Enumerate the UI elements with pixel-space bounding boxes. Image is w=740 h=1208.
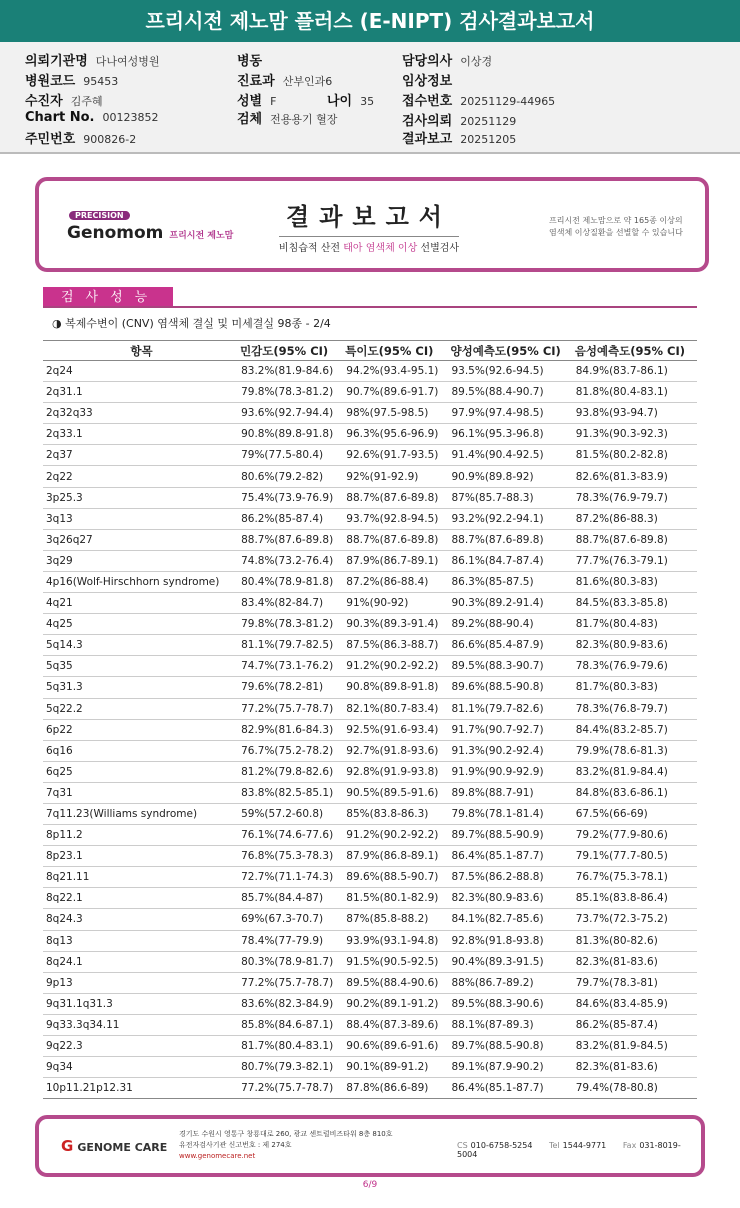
- report-banner: [35, 177, 709, 272]
- table-row: [43, 361, 697, 382]
- field-code: 병원코드 95453: [25, 74, 119, 89]
- table-row: [43, 529, 697, 550]
- table-row: [43, 825, 697, 846]
- region-cell: 6q16: [43, 740, 238, 761]
- metric-cell: 84.5%(83.3-85.8): [573, 593, 697, 614]
- metric-cell: 79%(77.5-80.4): [238, 445, 343, 466]
- region-cell: 9q22.3: [43, 1036, 238, 1057]
- metric-cell: 90.8%(89.8-91.8): [238, 424, 343, 445]
- metric-cell: 87.8%(86.6-89): [343, 1078, 448, 1099]
- region-cell: 10p11.21p12.31: [43, 1078, 238, 1099]
- table-row: [43, 719, 697, 740]
- metric-cell: 91.3%(90.2-92.4): [448, 740, 572, 761]
- metric-cell: 77.2%(75.7-78.7): [238, 698, 343, 719]
- metric-cell: 79.2%(77.9-80.6): [573, 825, 697, 846]
- table-row: [43, 1036, 697, 1057]
- metric-cell: 91.2%(90.2-92.2): [343, 825, 448, 846]
- metric-cell: 90.2%(89.1-91.2): [343, 993, 448, 1014]
- metric-cell: 79.1%(77.7-80.5): [573, 846, 697, 867]
- metric-cell: 84.8%(83.6-86.1): [573, 782, 697, 803]
- metric-cell: 88.7%(87.6-89.8): [448, 529, 572, 550]
- table-row: [43, 740, 697, 761]
- metric-cell: 93.9%(93.1-94.8): [343, 930, 448, 951]
- column-header: 양성예측도(95% CI): [448, 341, 572, 361]
- metric-cell: 67.5%(66-69): [573, 803, 697, 824]
- metric-cell: 91%(90-92): [343, 593, 448, 614]
- metric-cell: 81.5%(80.1-82.9): [343, 888, 448, 909]
- metric-cell: 84.6%(83.4-85.9): [573, 993, 697, 1014]
- metric-cell: 79.9%(78.6-81.3): [573, 740, 697, 761]
- table-row: [43, 993, 697, 1014]
- metric-cell: 93.5%(92.6-94.5): [448, 361, 572, 382]
- field-doctor: 담당의사 이상경: [402, 54, 493, 69]
- footer-contacts: CS 010-6758-5254 Tel 1544-9771 Fax 031-8019-5004: [457, 1141, 681, 1159]
- table-row: [43, 487, 697, 508]
- metric-cell: 86.3%(85-87.5): [448, 571, 572, 592]
- region-cell: 4q21: [43, 593, 238, 614]
- table-row: [43, 1078, 697, 1099]
- table-row: [43, 761, 697, 782]
- metric-cell: 92.6%(91.7-93.5): [343, 445, 448, 466]
- table-row: [43, 635, 697, 656]
- metric-cell: 87%(85.7-88.3): [448, 487, 572, 508]
- metric-cell: 90.9%(89.8-92): [448, 466, 572, 487]
- metric-cell: 90.7%(89.6-91.7): [343, 382, 448, 403]
- metric-cell: 78.3%(76.9-79.7): [573, 487, 697, 508]
- banner-title: 결과보고서: [279, 197, 459, 237]
- column-header: 음성예측도(95% CI): [573, 341, 697, 361]
- metric-cell: 98%(97.5-98.5): [343, 403, 448, 424]
- metric-cell: 93.2%(92.2-94.1): [448, 508, 572, 529]
- metric-cell: 81.6%(80.3-83): [573, 571, 697, 592]
- metric-cell: 91.3%(90.3-92.3): [573, 424, 697, 445]
- metric-cell: 77.2%(75.7-78.7): [238, 1078, 343, 1099]
- metric-cell: 83.8%(82.5-85.1): [238, 782, 343, 803]
- metric-cell: 83.2%(81.9-84.4): [573, 761, 697, 782]
- metric-cell: 87.5%(86.2-88.8): [448, 867, 572, 888]
- region-cell: 8q22.1: [43, 888, 238, 909]
- genomom-logo: Genomom 프리시전 제노맘: [67, 223, 234, 243]
- table-row: [43, 571, 697, 592]
- region-cell: 8p23.1: [43, 846, 238, 867]
- metric-cell: 93.6%(92.7-94.4): [238, 403, 343, 424]
- region-cell: 6p22: [43, 719, 238, 740]
- metric-cell: 59%(57.2-60.8): [238, 803, 343, 824]
- metric-cell: 86.2%(85-87.4): [238, 508, 343, 529]
- metric-cell: 90.5%(89.5-91.6): [343, 782, 448, 803]
- table-row: [43, 677, 697, 698]
- region-cell: 7q11.23(Williams syndrome): [43, 803, 238, 824]
- metric-cell: 81.1%(79.7-82.6): [448, 698, 572, 719]
- metric-cell: 89.6%(88.5-90.7): [343, 867, 448, 888]
- metric-cell: 89.5%(88.4-90.6): [343, 972, 448, 993]
- metric-cell: 86.2%(85-87.4): [573, 1014, 697, 1035]
- metric-cell: 88.1%(87-89.3): [448, 1014, 572, 1035]
- metric-cell: 82.3%(80.9-83.6): [448, 888, 572, 909]
- field-clinical: 임상정보: [402, 74, 453, 89]
- metric-cell: 82.3%(80.9-83.6): [573, 635, 697, 656]
- metric-cell: 87.2%(86-88.4): [343, 571, 448, 592]
- metric-cell: 90.3%(89.3-91.4): [343, 614, 448, 635]
- table-row: [43, 382, 697, 403]
- table-row: [43, 614, 697, 635]
- metric-cell: 89.5%(88.3-90.6): [448, 993, 572, 1014]
- metric-cell: 85%(83.8-86.3): [343, 803, 448, 824]
- metric-cell: 93.7%(92.8-94.5): [343, 508, 448, 529]
- field-report: 결과보고 20251205: [402, 132, 517, 147]
- metric-cell: 90.8%(89.8-91.8): [343, 677, 448, 698]
- metric-cell: 90.1%(89-91.2): [343, 1057, 448, 1078]
- region-cell: 2q22: [43, 466, 238, 487]
- metric-cell: 89.2%(88-90.4): [448, 614, 572, 635]
- metric-cell: 81.7%(80.4-83.1): [238, 1036, 343, 1057]
- metric-cell: 96.1%(95.3-96.8): [448, 424, 572, 445]
- metric-cell: 92.7%(91.8-93.6): [343, 740, 448, 761]
- metric-cell: 88.7%(87.6-89.8): [573, 529, 697, 550]
- metric-cell: 96.3%(95.6-96.9): [343, 424, 448, 445]
- table-row: [43, 698, 697, 719]
- field-specimen: 검체 전용용기 혈장: [237, 112, 338, 127]
- website-link[interactable]: www.genomecare.net: [179, 1152, 256, 1160]
- region-cell: 6q25: [43, 761, 238, 782]
- column-header: 특이도(95% CI): [343, 341, 448, 361]
- footer-box: [35, 1115, 705, 1177]
- region-cell: 7q31: [43, 782, 238, 803]
- region-cell: 4p16(Wolf-Hirschhorn syndrome): [43, 571, 238, 592]
- region-cell: 2q33.1: [43, 424, 238, 445]
- metric-cell: 88.4%(87.3-89.6): [343, 1014, 448, 1035]
- column-header: 항목: [43, 341, 238, 361]
- table-row: [43, 656, 697, 677]
- metric-cell: 82.6%(81.3-83.9): [573, 466, 697, 487]
- region-cell: 2q24: [43, 361, 238, 382]
- metric-cell: 89.5%(88.3-90.7): [448, 656, 572, 677]
- metric-cell: 85.8%(84.6-87.1): [238, 1014, 343, 1035]
- metric-cell: 81.1%(79.7-82.5): [238, 635, 343, 656]
- metric-cell: 89.5%(88.4-90.7): [448, 382, 572, 403]
- metric-cell: 91.7%(90.7-92.7): [448, 719, 572, 740]
- table-row: [43, 424, 697, 445]
- table-row: [43, 930, 697, 951]
- metric-cell: 79.8%(78.1-81.4): [448, 803, 572, 824]
- precision-badge: PRECISION: [69, 211, 130, 220]
- region-cell: 8q13: [43, 930, 238, 951]
- metric-cell: 77.2%(75.7-78.7): [238, 972, 343, 993]
- region-cell: 3q26q27: [43, 529, 238, 550]
- metric-cell: 81.3%(80-82.6): [573, 930, 697, 951]
- table-row: [43, 466, 697, 487]
- region-cell: 8q21.11: [43, 867, 238, 888]
- metric-cell: 88%(86.7-89.2): [448, 972, 572, 993]
- metric-cell: 80.6%(79.2-82): [238, 466, 343, 487]
- metric-cell: 86.6%(85.4-87.9): [448, 635, 572, 656]
- metric-cell: 91.5%(90.5-92.5): [343, 951, 448, 972]
- region-cell: 8q24.1: [43, 951, 238, 972]
- metric-cell: 69%(67.3-70.7): [238, 909, 343, 930]
- table-row: [43, 508, 697, 529]
- region-cell: 5q22.2: [43, 698, 238, 719]
- metric-cell: 83.2%(81.9-84.6): [238, 361, 343, 382]
- metric-cell: 88.7%(87.6-89.8): [343, 487, 448, 508]
- metric-cell: 73.7%(72.3-75.2): [573, 909, 697, 930]
- metric-cell: 87%(85.8-88.2): [343, 909, 448, 930]
- metric-cell: 82.1%(80.7-83.4): [343, 698, 448, 719]
- metric-cell: 91.4%(90.4-92.5): [448, 445, 572, 466]
- metric-cell: 92.8%(91.8-93.8): [448, 930, 572, 951]
- section-subtitle: ◑ 복제수변이 (CNV) 염색체 결실 및 미세결실 98종 - 2/4: [52, 317, 331, 330]
- table-row: [43, 1014, 697, 1035]
- metric-cell: 82.3%(81-83.6): [573, 1057, 697, 1078]
- metric-cell: 85.7%(84.4-87): [238, 888, 343, 909]
- metric-cell: 72.7%(71.1-74.3): [238, 867, 343, 888]
- metric-cell: 78.3%(76.8-79.7): [573, 698, 697, 719]
- metric-cell: 80.3%(78.9-81.7): [238, 951, 343, 972]
- field-sex: 성별 F: [237, 94, 277, 109]
- table-row: [43, 846, 697, 867]
- metric-cell: 86.4%(85.1-87.7): [448, 846, 572, 867]
- metric-cell: 92.8%(91.9-93.8): [343, 761, 448, 782]
- metric-cell: 81.7%(80.4-83): [573, 614, 697, 635]
- metric-cell: 89.8%(88.7-91): [448, 782, 572, 803]
- metric-cell: 87.5%(86.3-88.7): [343, 635, 448, 656]
- section-title: 검사성능: [43, 287, 173, 308]
- metric-cell: 89.6%(88.5-90.8): [448, 677, 572, 698]
- region-cell: 9q31.1q31.3: [43, 993, 238, 1014]
- region-cell: 3q29: [43, 550, 238, 571]
- region-cell: 8q24.3: [43, 909, 238, 930]
- column-header: 민감도(95% CI): [238, 341, 343, 361]
- metric-cell: 88.7%(87.6-89.8): [238, 529, 343, 550]
- table-row: [43, 782, 697, 803]
- region-cell: 3q13: [43, 508, 238, 529]
- metric-cell: 83.2%(81.9-84.5): [573, 1036, 697, 1057]
- field-ward: 병동: [237, 54, 263, 69]
- table-row: [43, 972, 697, 993]
- metric-cell: 81.8%(80.4-83.1): [573, 382, 697, 403]
- region-cell: 2q37: [43, 445, 238, 466]
- metric-cell: 82.3%(81-83.6): [573, 951, 697, 972]
- field-request: 검사의뢰 20251129: [402, 114, 517, 129]
- field-receipt: 접수번호 20251129-44965: [402, 94, 556, 109]
- metric-cell: 86.4%(85.1-87.7): [448, 1078, 572, 1099]
- metric-cell: 87.9%(86.8-89.1): [343, 846, 448, 867]
- table-row: [43, 403, 697, 424]
- metric-cell: 91.9%(90.9-92.9): [448, 761, 572, 782]
- field-age: 나이 35: [327, 94, 375, 109]
- metric-cell: 81.7%(80.3-83): [573, 677, 697, 698]
- metric-cell: 85.1%(83.8-86.4): [573, 888, 697, 909]
- metric-cell: 81.5%(80.2-82.8): [573, 445, 697, 466]
- metric-cell: 82.9%(81.6-84.3): [238, 719, 343, 740]
- field-rrn: 주민번호 900826-2: [25, 132, 137, 147]
- metric-cell: 79.8%(78.3-81.2): [238, 614, 343, 635]
- table-row: [43, 1057, 697, 1078]
- genome-care-logo: G GENOME CARE: [61, 1137, 168, 1155]
- region-cell: 9q34: [43, 1057, 238, 1078]
- metric-cell: 74.8%(73.2-76.4): [238, 550, 343, 571]
- region-cell: 5q31.3: [43, 677, 238, 698]
- metric-cell: 87.9%(86.7-89.1): [343, 550, 448, 571]
- metric-cell: 76.8%(75.3-78.3): [238, 846, 343, 867]
- metric-cell: 79.6%(78.2-81): [238, 677, 343, 698]
- metric-cell: 76.1%(74.6-77.6): [238, 825, 343, 846]
- field-patient: 수진자 김주혜: [25, 94, 103, 109]
- metric-cell: 78.3%(76.9-79.6): [573, 656, 697, 677]
- banner-tagline: 프리시전 제노맘으로 약 165종 이상의 염색체 이상질환을 선별할 수 있습니다: [549, 216, 683, 237]
- metric-cell: 89.7%(88.5-90.8): [448, 1036, 572, 1057]
- metric-cell: 88.7%(87.6-89.8): [343, 529, 448, 550]
- section-divider: [43, 306, 697, 308]
- table-row: [43, 951, 697, 972]
- metric-cell: 79.4%(78-80.8): [573, 1078, 697, 1099]
- banner-subtitle: 비침습적 산전 태아 염색체 이상 선별검사: [278, 243, 460, 254]
- metric-cell: 93.8%(93-94.7): [573, 403, 697, 424]
- table-row: [43, 550, 697, 571]
- metric-cell: 80.7%(79.3-82.1): [238, 1057, 343, 1078]
- metric-cell: 76.7%(75.2-78.2): [238, 740, 343, 761]
- report-title: 프리시전 제노맘 플러스 (E-NIPT) 검사결과보고서: [0, 0, 740, 42]
- table-row: [43, 888, 697, 909]
- metric-cell: 76.7%(75.3-78.1): [573, 867, 697, 888]
- metric-cell: 83.6%(82.3-84.9): [238, 993, 343, 1014]
- field-dept: 진료과 산부인과6: [237, 74, 333, 89]
- region-cell: 5q35: [43, 656, 238, 677]
- metric-cell: 86.1%(84.7-87.4): [448, 550, 572, 571]
- footer-address: 경기도 수원시 영통구 창룡대로 260, 광교 센트럴비즈타워 8층 810호 유전자검사기관 신고번호 : 제 274호 www.genomecare.net: [179, 1130, 393, 1160]
- region-cell: 3p25.3: [43, 487, 238, 508]
- metric-cell: 77.7%(76.3-79.1): [573, 550, 697, 571]
- region-cell: 9q33.3q34.11: [43, 1014, 238, 1035]
- metric-cell: 92%(91-92.9): [343, 466, 448, 487]
- metric-cell: 89.7%(88.5-90.9): [448, 825, 572, 846]
- patient-info-panel: [0, 42, 740, 154]
- table-row: [43, 803, 697, 824]
- metric-cell: 97.9%(97.4-98.5): [448, 403, 572, 424]
- metric-cell: 78.4%(77-79.9): [238, 930, 343, 951]
- region-cell: 2q31.1: [43, 382, 238, 403]
- metric-cell: 84.1%(82.7-85.6): [448, 909, 572, 930]
- metric-cell: 79.8%(78.3-81.2): [238, 382, 343, 403]
- metric-cell: 90.4%(89.3-91.5): [448, 951, 572, 972]
- metric-cell: 87.2%(86-88.3): [573, 508, 697, 529]
- region-cell: 4q25: [43, 614, 238, 635]
- table-row: [43, 593, 697, 614]
- metric-cell: 84.9%(83.7-86.1): [573, 361, 697, 382]
- metric-cell: 91.2%(90.2-92.2): [343, 656, 448, 677]
- page-number: 6/9: [362, 1180, 378, 1190]
- performance-table: [43, 340, 697, 1099]
- field-chart: Chart No. 00123852: [25, 110, 159, 125]
- metric-cell: 94.2%(93.4-95.1): [343, 361, 448, 382]
- metric-cell: 80.4%(78.9-81.8): [238, 571, 343, 592]
- table-row: [43, 867, 697, 888]
- table-row: [43, 909, 697, 930]
- metric-cell: 81.2%(79.8-82.6): [238, 761, 343, 782]
- metric-cell: 92.5%(91.6-93.4): [343, 719, 448, 740]
- region-cell: 2q32q33: [43, 403, 238, 424]
- metric-cell: 90.6%(89.6-91.6): [343, 1036, 448, 1057]
- metric-cell: 90.3%(89.2-91.4): [448, 593, 572, 614]
- field-hospital: 의뢰기관명 다나여성병원: [25, 54, 160, 69]
- region-cell: 5q14.3: [43, 635, 238, 656]
- metric-cell: 74.7%(73.1-76.2): [238, 656, 343, 677]
- metric-cell: 79.7%(78.3-81): [573, 972, 697, 993]
- table-row: [43, 445, 697, 466]
- metric-cell: 84.4%(83.2-85.7): [573, 719, 697, 740]
- metric-cell: 75.4%(73.9-76.9): [238, 487, 343, 508]
- metric-cell: 83.4%(82-84.7): [238, 593, 343, 614]
- metric-cell: 89.1%(87.9-90.2): [448, 1057, 572, 1078]
- region-cell: 8p11.2: [43, 825, 238, 846]
- region-cell: 9p13: [43, 972, 238, 993]
